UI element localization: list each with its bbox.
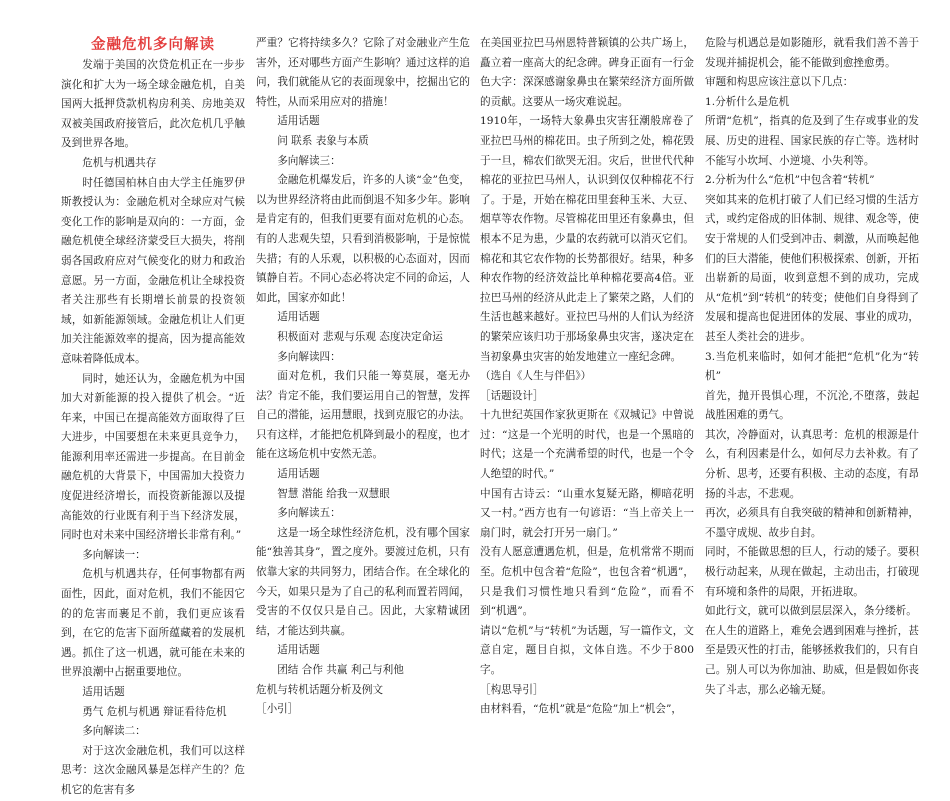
- paragraph: 对于这次金融危机，我们可以这样思考：这次金融风暴是怎样产生的？危机它的危害有多: [61, 744, 245, 796]
- paragraph: 危机与机遇共存，任何事物都有两面性，因此，面对危机，我们不能因它的的危害而裹足不前，我们更应该看到，在它的危害下面所蕴藏着的发展机遇。抓住了这一机遇，就可能在未来的世界浪潮中占据重要地位。: [61, 568, 245, 679]
- paragraph: 问 联系 表象与本质: [277, 134, 369, 147]
- paragraph: 1910年，一场特大象鼻虫灾害狂潮般席卷了亚拉巴马州的棉花田。虫子所到之处，棉花毁于一旦，棉农们欲哭无泪。灾后，世世代代种棉花的亚拉巴马州人，认识到仅仅种棉花不行了。于是，开始在棉花田里套种玉米、大豆、烟草等农作物。尽管棉花田里还有象鼻虫，但根本不足为患，少量的农药就可以消灭它们。棉花和其它农作物的长势都很好。结果，种多种农作物的经济效益比单种棉花要高4倍。亚拉巴马州的经济从此走上了繁荣之路，人们的生活也越来越好。亚拉巴马州的人们认为经济的繁荣应该归功于那场象鼻虫灾害，遂决定在当初象鼻虫灾害的始发地建立一座纪念碑。: [480, 115, 694, 363]
- paragraph: 同时，她还认为，金融危机为中国加大对新能源的投入提供了机会。“近年来，中国已在提高能效方面取得了巨大进步，中国要想在未来更具竞争力，能源利用率还需进一步提高。在目前金融危机的大背景下，中国需加大投资力度促进经济增长，而投资新能源以及提高能效的行业既有利于当下经济发展，同时也对未来中国经济增长非常有利。”: [61, 372, 245, 542]
- paragraph: 多向解读一：: [82, 548, 146, 561]
- paragraph: 1.分析什么是危机: [705, 95, 790, 108]
- paragraph: 十九世纪英国作家狄更斯在《双城记》中曾说过：“这是一个光明的时代，也是一个黑暗的时代；这是一个充满希望的时代，也是一个令人绝望的时代。”: [480, 409, 694, 481]
- column-4-body: [705, 34, 919, 700]
- paragraph: 突如其来的危机打破了人们已经习惯的生活方式，或约定俗成的旧体制、规律、观念等，使安于常规的人们受到冲击、刺激，从而唤起他们的巨大潜能，使他们积极探索、创新，开拓出崭新的局面，收到意想不到的成功，完成从“危机”到“转机”的转变；使他们自身得到了发展和提高也促进团体的发展、事业的成功，甚至人类社会的进步。: [705, 193, 919, 343]
- paragraph: 多向解读二：: [82, 725, 146, 738]
- paragraph: 适用话题: [277, 644, 320, 657]
- paragraph: 中国有古诗云：“山重水复疑无路，柳暗花明又一村。”西方也有一句谚语：“当上帝关上一扇门时，就会打开另一扇门。”: [480, 487, 694, 539]
- paragraph: ［小引］: [256, 703, 299, 716]
- column-1: [61, 20, 245, 801]
- paragraph: 适用话题: [277, 311, 320, 324]
- paragraph: 2.分析为什么“危机”中包含着“转机”: [705, 174, 875, 187]
- column-1-body: [61, 56, 245, 801]
- column-3: [480, 34, 694, 720]
- paragraph: 所谓“危机”，指真的危及到了生存或事业的发展、历史的进程、国家民族的存亡等。选材时不能写小坎坷、小逆境、小失利等。: [705, 115, 919, 167]
- paragraph: 首先，抛开畏惧心理，不沉沦,不堕落，鼓起战胜困难的勇气。: [705, 389, 919, 422]
- paragraph: 金融危机爆发后，许多的人谈“金”色变，以为世界经济将由此而倒退不知多少年。影响是肯定有的，但我们更要有面对危机的心态。有的人悲观失望，只看到消极影响，于是惊慌失措；有的人乐观，以积极的心态面对，因而镇静自若。不同心态必将决定不同的命运，人如此，国家亦如此！: [256, 174, 470, 304]
- column-4: [705, 34, 919, 700]
- paragraph: 适用话题: [82, 686, 125, 698]
- paragraph: 危险与机遇总是如影随形，就看我们善不善于发现并捕捉机会，能不能做到愈挫愈勇。: [705, 37, 919, 69]
- paragraph: 严重？它将持续多久？它除了对金融业产生危害外，还对哪些方面产生影响？通过这样的追问，我们就能从它的表面现象中，挖掘出它的特性，从而采用应对的措施！: [256, 37, 470, 108]
- paragraph: 适用话题: [277, 115, 320, 128]
- paragraph: 由材料看，“危机”就是“危险”加上“机会”，: [480, 703, 682, 716]
- paragraph: 时任德国柏林自由大学主任施罗伊斯教授认为：金融危机对全球应对气候变化工作的影响是双向的：一方面，金融危机使全球经济蒙受巨大损失，将削弱各国政府应对气候变化的财力和政治意愿。另一方面，金融危机让全球投资者关注那些有长期增长前景的投资领域，如新能源领域。金融危机让人们更加关注能源效率的提高，因为提高能效意味着降低成本。: [61, 176, 245, 365]
- column-3-body: [480, 34, 694, 720]
- paragraph: 发端于美国的次贷危机正在一步步演化和扩大为一场全球金融危机，自美国两大抵押贷款机构房利美、房地美双双被美国政府接管后，此次危机几乎触及到世界各地。: [61, 59, 245, 150]
- paragraph: 多向解读四：: [277, 350, 341, 363]
- paragraph: 这是一场全球性经济危机，没有哪个国家能“独善其身”，置之度外。要渡过危机，只有依靠大家的共同努力，团结合作。在全球化的今天，如果只是为了自己的私利而置若罔闻，受害的不仅仅只是自己。因此，大家精诚团结，才能达到共赢。: [256, 526, 470, 637]
- paragraph: 危机与转机话题分析及例文: [256, 683, 384, 696]
- paragraph: 再次，必须具有自我突破的精神和创新精神，不墨守成规、故步自封。: [705, 507, 919, 539]
- paragraph: 在美国亚拉巴马州恩特普颖镇的公共广场上，矗立着一座高大的纪念碑。碑身正面有一行金色大字：深深感谢象鼻虫在繁荣经济方面所做的贡献。这要从一场灾难说起。: [480, 37, 694, 108]
- paragraph: 积极面对 悲观与乐观 态度决定命运: [277, 330, 443, 343]
- paragraph: 同时，不能做思想的巨人，行动的矮子。要积极行动起来，从现在做起，主动出击，打破现有环境和条件的局限，开拓进取。: [705, 546, 919, 598]
- paragraph: 团结 合作 共赢 利己与利他: [277, 664, 404, 676]
- paragraph: 多向解读五：: [277, 507, 341, 520]
- column-2-body: [256, 34, 470, 720]
- paragraph: ［话题设计］: [480, 389, 544, 402]
- paragraph: ［构思导引］: [480, 683, 544, 696]
- paragraph: （选自《人生与伴侣》）: [480, 370, 592, 383]
- paragraph: 审题和构思应该注意以下几点：: [705, 76, 854, 89]
- paragraph: 如此行文，就可以做到层层深入，条分缕析。: [705, 605, 917, 618]
- paragraph: 适用话题: [277, 468, 320, 481]
- paragraph: 其次，冷静面对，认真思考：危机的根源是什么，有利因素是什么，如何尽力去补救。有了分析、思考，还要有积极、主动的态度，有昂扬的斗志，不悲观。: [705, 428, 919, 500]
- paragraph: 智慧 潜能 给我一双慧眼: [277, 487, 390, 500]
- paragraph: 多向解读三：: [277, 154, 341, 167]
- document-title: 金融危机多向解读: [91, 36, 215, 53]
- paragraph: 面对危机，我们只能一筹莫展，毫无办法？肯定不能，我们要运用自己的智慧，发挥自己的潜能，运用慧眼，找到克服它的办法。只有这样，才能把危机降到最小的程度，也才能在这场危机中安然无恙。: [256, 370, 470, 461]
- paragraph: 请以“危机”与“转机”为话题，写一篇作文，文意自定，题目自拟，文体自选。不少于800字。: [480, 624, 694, 676]
- column-2: [256, 34, 470, 720]
- paragraph: 勇气 危机与机遇 辩证看待危机: [82, 705, 227, 718]
- paragraph: 没有人愿意遭遇危机，但是，危机常常不期而至。危机中包含着“危险”，也包含着“机遇”，只是我们习惯性地只看到“危险”，而看不到“机遇”。: [480, 546, 694, 618]
- paragraph: 危机与机遇共存: [82, 156, 157, 169]
- paragraph: 在人生的道路上，难免会遇到困难与挫折，甚至是毁灭性的打击，能够拯救我们的，只有自己。别人可以为你加油、助威，但是假如你丧失了斗志，那么必输无疑。: [705, 624, 919, 696]
- paragraph: 3.当危机来临时，如何才能把“危机”化为“转机”: [705, 350, 919, 383]
